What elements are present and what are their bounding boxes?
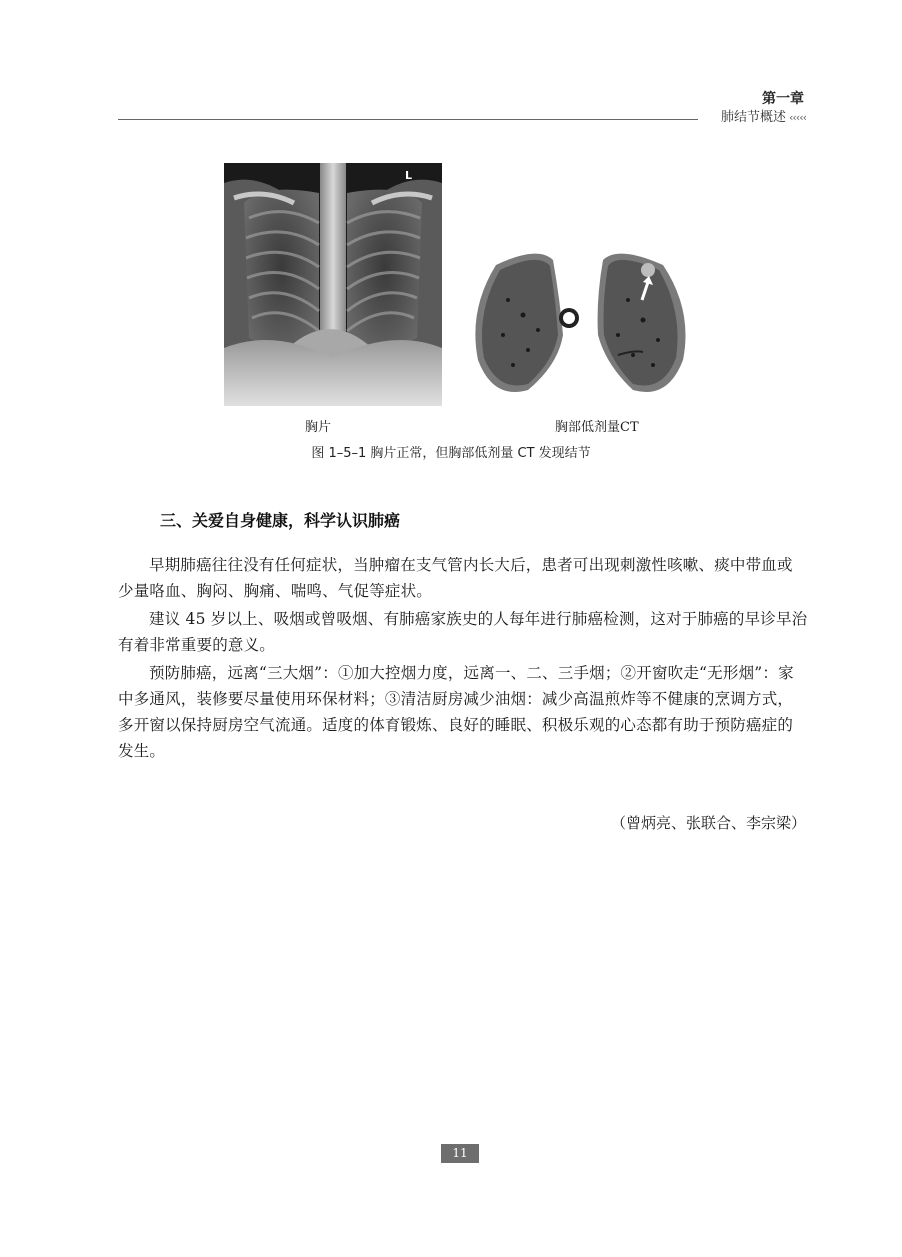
ct-scan-image: [468, 240, 693, 402]
paragraph-screening: 建议 45 岁以上、吸烟或曾吸烟、有肺癌家族史的人每年进行肺癌检测，这对于肺癌的早诊早治有着非常重要的意义。: [118, 610, 808, 654]
chevrons-icon: ‹‹‹‹‹: [789, 111, 806, 124]
running-title: [721, 106, 806, 125]
ct-caption: 胸部低剂量CT: [555, 420, 639, 435]
chest-xray-drawing: [224, 163, 442, 406]
page-number: 11: [441, 1144, 479, 1163]
chapter-label: 第一章: [762, 91, 804, 107]
figure-caption: 图 1–5–1 胸片正常，但胸部低剂量 CT 发现结节: [311, 446, 591, 461]
paragraph-symptoms: 早期肺癌往往没有任何症状，当肿瘤在支气管内长大后，患者可出现刺激性咳嗽、痰中带血或少量咯血、胸闷、胸痛、喘鸣、气促等症状。: [118, 556, 793, 600]
authors-credit: （曾炳亮、张联合、李宗梁）: [610, 814, 806, 832]
header-rule: [118, 119, 698, 120]
section-heading: 三、关爱自身健康，科学认识肺癌: [160, 511, 401, 530]
running-title-text: 肺结节概述: [720, 110, 786, 125]
xray-caption: 胸片: [305, 420, 332, 435]
ct-scan-drawing: [468, 240, 693, 402]
page-header: [118, 88, 806, 128]
xray-side-marker: L: [404, 169, 412, 182]
paragraph-prevention: 预防肺癌，远离“三大烟”：①加大控烟力度，远离一、二、三手烟；②开窗吹走“无形烟”：家中多通风，装修要尽量使用环保材料；③清洁厨房减少油烟：减少高温煎炸等不健康的烹调方式，多开窗以保持厨房空气流通。适度的体育锻炼、良好的睡眠、积极乐观的心态都有助于预防癌症的发生。: [118, 664, 794, 760]
chest-xray-image: [224, 163, 442, 406]
